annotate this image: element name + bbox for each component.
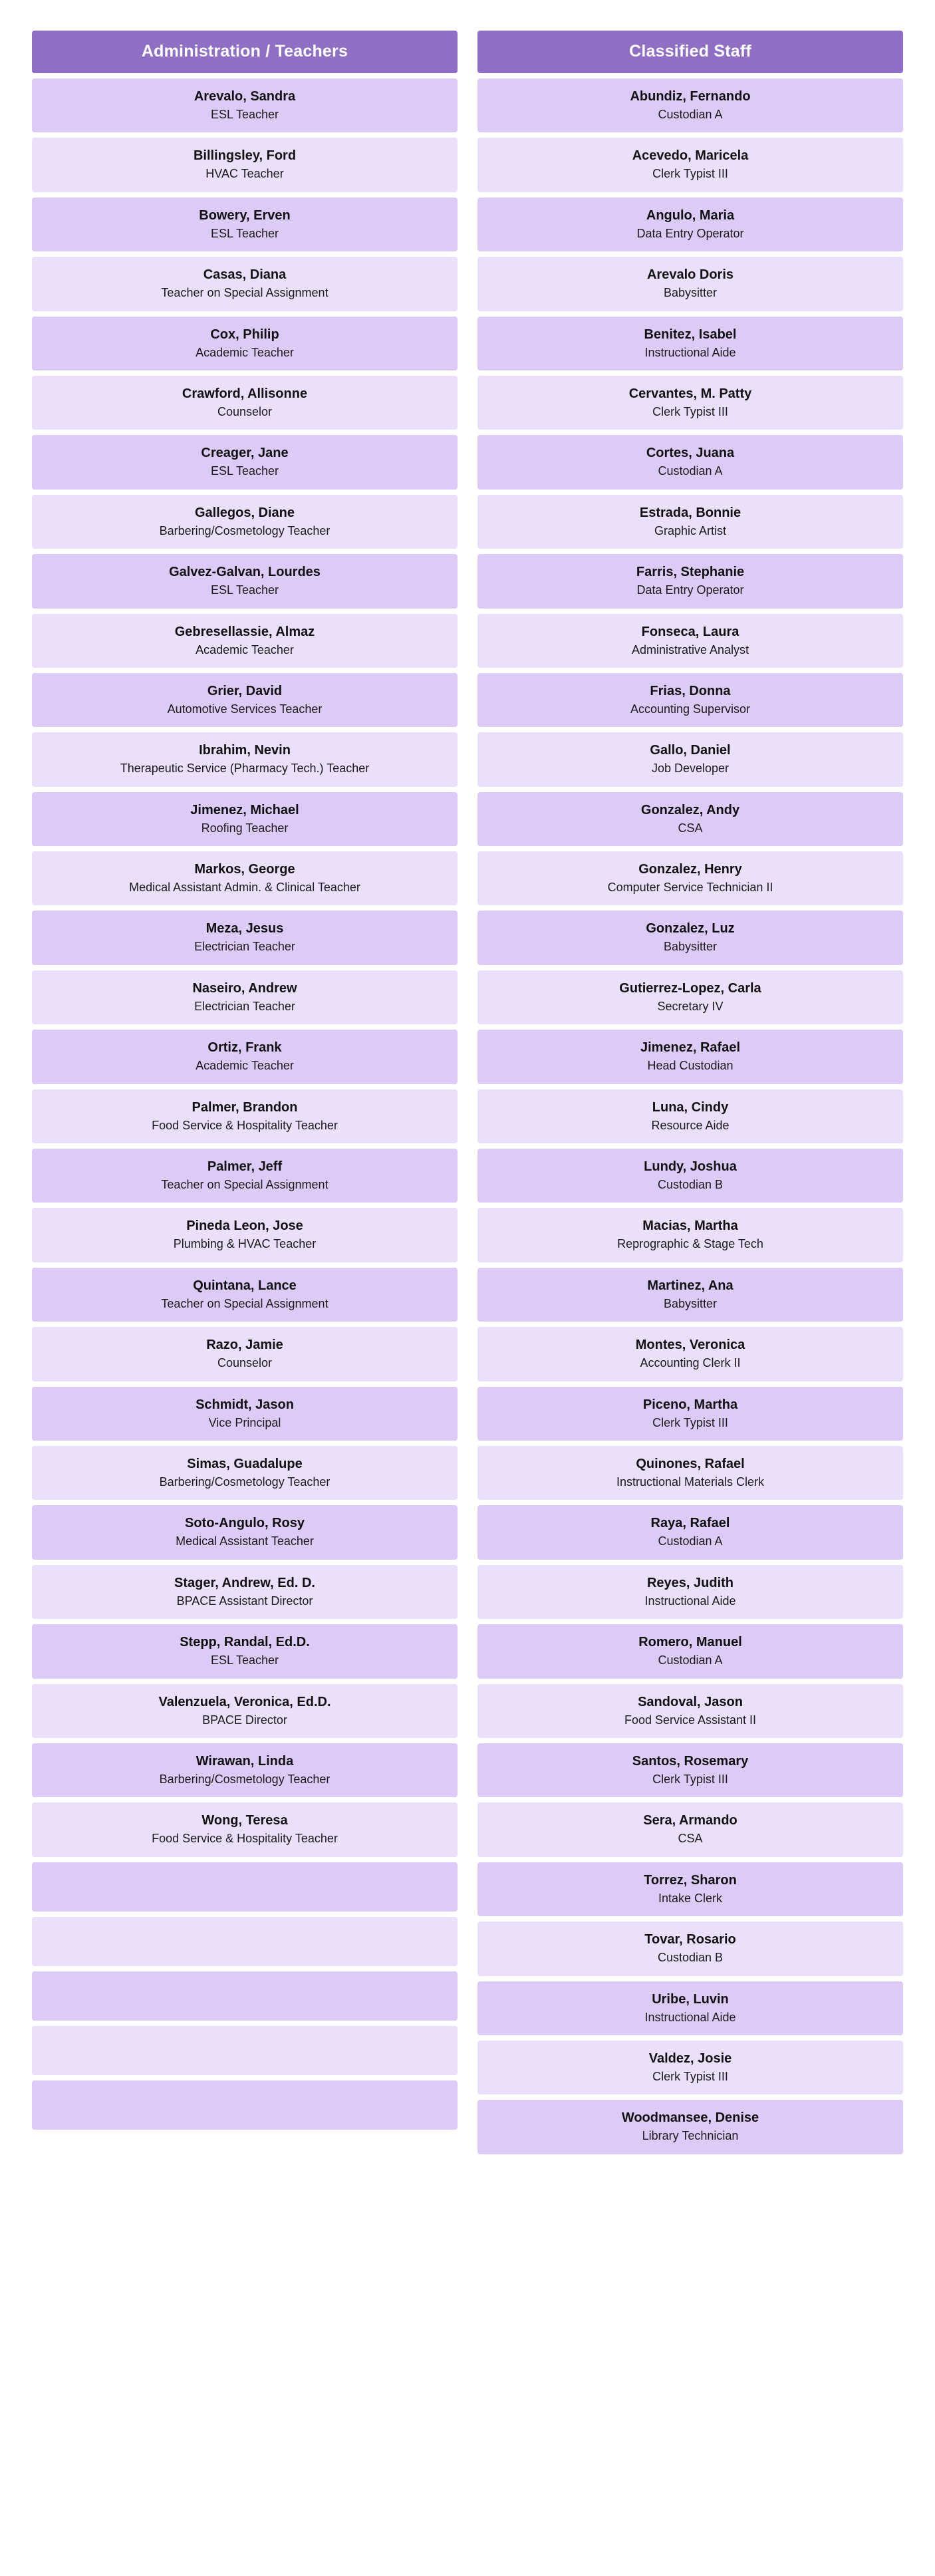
staff-title: Computer Service Technician II: [607, 881, 773, 895]
staff-title: Plumbing & HVAC Teacher: [173, 1237, 317, 1251]
staff-title: Secretary IV: [657, 999, 724, 1013]
staff-name: Wirawan, Linda: [196, 1753, 294, 1769]
staff-title: Food Service & Hospitality Teacher: [152, 1832, 338, 1846]
staff-row: [477, 1030, 903, 1083]
staff-title: Intake Clerk: [658, 1891, 723, 1905]
staff-name: Benitez, Isabel: [644, 327, 737, 342]
staff-title: ESL Teacher: [210, 464, 279, 478]
staff-title: Graphic Artist: [654, 523, 727, 537]
staff-row: [32, 614, 458, 668]
staff-row: [477, 1149, 903, 1203]
staff-row: [32, 1862, 458, 1912]
staff-row: [32, 1802, 458, 1856]
staff-name: Uribe, Luvin: [652, 1991, 729, 2007]
staff-title: Custodian A: [658, 464, 723, 478]
staff-name: Markos, George: [194, 862, 295, 877]
staff-row: [477, 495, 903, 549]
staff-row: [32, 1387, 458, 1441]
staff-name: Gonzalez, Andy: [640, 802, 740, 817]
staff-name: Sera, Armando: [643, 1813, 737, 1828]
staff-title: ESL Teacher: [210, 1653, 279, 1667]
staff-row: [477, 1446, 903, 1500]
staff-row: [32, 554, 458, 608]
staff-row: [477, 1981, 903, 2035]
staff-row: [32, 1327, 458, 1381]
staff-title: Administrative Analyst: [631, 643, 749, 656]
column-header-administration-teachers: Administration / Teachers: [32, 31, 458, 73]
staff-name: Quintana, Lance: [193, 1278, 297, 1293]
staff-name: Piceno, Martha: [642, 1397, 738, 1412]
staff-name: Romero, Manuel: [638, 1635, 742, 1650]
staff-row: [32, 1971, 458, 2021]
staff-name: Cox, Philip: [210, 327, 279, 342]
staff-name: Abundiz, Fernando: [630, 89, 751, 104]
staff-row: [477, 911, 903, 964]
staff-row: [32, 1505, 458, 1559]
staff-title: CSA: [678, 1832, 703, 1846]
staff-name: Gallo, Daniel: [650, 743, 731, 758]
staff-title: Custodian B: [657, 1951, 724, 1965]
staff-name: Schmidt, Jason: [196, 1397, 294, 1412]
staff-row: [32, 1268, 458, 1322]
staff-name: Valenzuela, Veronica, Ed.D.: [158, 1694, 331, 1709]
staff-row: [477, 1208, 903, 1262]
staff-title: Barbering/Cosmetology Teacher: [159, 1475, 331, 1489]
staff-title: Babysitter: [663, 1296, 718, 1310]
staff-name: Cervantes, M. Patty: [628, 386, 752, 401]
staff-name: Razo, Jamie: [206, 1338, 283, 1353]
staff-name: Reyes, Judith: [646, 1575, 734, 1590]
staff-row: [477, 376, 903, 430]
staff-name: Montes, Veronica: [635, 1338, 745, 1353]
staff-row: [32, 1684, 458, 1738]
staff-title: Food Service Assistant II: [624, 1713, 757, 1727]
staff-row: [32, 851, 458, 905]
staff-title: Head Custodian: [647, 1059, 734, 1073]
staff-name: Bowery, Erven: [199, 208, 291, 223]
staff-title: Babysitter: [663, 940, 718, 954]
staff-row: [477, 78, 903, 132]
staff-title: Teacher on Special Assignment: [161, 1178, 329, 1192]
staff-row: [32, 78, 458, 132]
staff-name: Macias, Martha: [642, 1218, 738, 1234]
staff-row: [32, 673, 458, 727]
staff-row: [477, 851, 903, 905]
staff-name: Fonseca, Laura: [641, 624, 739, 639]
staff-title: Academic Teacher: [196, 1059, 294, 1073]
staff-name: Arevalo, Sandra: [194, 89, 296, 104]
staff-name: Martinez, Ana: [647, 1278, 734, 1293]
staff-row: [477, 317, 903, 370]
staff-name: Gutierrez-Lopez, Carla: [619, 980, 761, 996]
staff-title: Custodian A: [658, 108, 723, 121]
staff-name: Gallegos, Diane: [194, 505, 295, 520]
staff-name: Ibrahim, Nevin: [199, 743, 291, 758]
staff-name: Quinones, Rafael: [636, 1456, 745, 1471]
staff-title: Custodian B: [657, 1178, 724, 1192]
staff-row: [477, 792, 903, 846]
staff-row: [32, 1743, 458, 1797]
staff-row: [477, 1387, 903, 1441]
staff-row: [477, 554, 903, 608]
staff-title: Clerk Typist III: [652, 2069, 728, 2083]
staff-row: [477, 1624, 903, 1678]
staff-row: [32, 1917, 458, 1966]
staff-title: Job Developer: [651, 762, 730, 776]
staff-title: Clerk Typist III: [652, 1415, 728, 1429]
staff-name: Cortes, Juana: [646, 446, 735, 461]
staff-row: [477, 2100, 903, 2154]
staff-title: Custodian A: [658, 1653, 723, 1667]
staff-row: [32, 1089, 458, 1143]
staff-name: Jimenez, Michael: [190, 802, 299, 817]
staff-name: Frias, Donna: [650, 683, 731, 698]
staff-name: Santos, Rosemary: [632, 1753, 749, 1769]
staff-title: Custodian A: [658, 1534, 723, 1548]
staff-title: HVAC Teacher: [205, 167, 284, 181]
staff-name: Stager, Andrew, Ed. D.: [174, 1575, 315, 1590]
staff-name: Casas, Diana: [203, 267, 287, 283]
staff-title: Academic Teacher: [196, 345, 294, 359]
staff-title: Counselor: [217, 1356, 273, 1370]
staff-name: Arevalo Doris: [646, 267, 734, 283]
staff-row: [32, 2026, 458, 2075]
staff-row: [477, 1743, 903, 1797]
staff-title: Data Entry Operator: [636, 583, 744, 597]
staff-row: [32, 792, 458, 846]
column-classified-staff: [477, 31, 903, 2154]
staff-title: Therapeutic Service (Pharmacy Tech.) Teacher: [120, 762, 370, 776]
staff-row: [32, 732, 458, 786]
staff-name: Sandoval, Jason: [638, 1694, 743, 1709]
staff-name: Angulo, Maria: [646, 208, 735, 223]
staff-name: Simas, Guadalupe: [187, 1456, 303, 1471]
staff-title: Electrician Teacher: [194, 999, 295, 1013]
staff-row: [477, 1505, 903, 1559]
staff-title: Clerk Typist III: [652, 1772, 728, 1786]
staff-row: [477, 732, 903, 786]
staff-name: Crawford, Allisonne: [182, 386, 308, 401]
staff-row: [477, 257, 903, 311]
staff-row: [477, 1089, 903, 1143]
staff-name: Galvez-Galvan, Lourdes: [169, 565, 321, 580]
staff-title: BPACE Assistant Director: [176, 1594, 313, 1608]
staff-row: [32, 257, 458, 311]
staff-title: Counselor: [217, 404, 273, 418]
staff-row: [477, 1268, 903, 1322]
staff-row: [477, 435, 903, 489]
staff-title: Teacher on Special Assignment: [161, 1296, 329, 1310]
staff-title: Barbering/Cosmetology Teacher: [159, 1772, 331, 1786]
staff-row: [477, 198, 903, 251]
staff-title: Barbering/Cosmetology Teacher: [159, 523, 331, 537]
staff-name: Gebresellassie, Almaz: [174, 624, 315, 639]
staff-title: Automotive Services Teacher: [167, 702, 323, 716]
staff-title: ESL Teacher: [210, 108, 279, 121]
staff-title: Medical Assistant Admin. & Clinical Teacher: [129, 881, 360, 895]
staff-row: [477, 673, 903, 727]
staff-row: [32, 1446, 458, 1500]
staff-name: Meza, Jesus: [205, 921, 284, 936]
staff-row: [32, 435, 458, 489]
staff-title: ESL Teacher: [210, 226, 279, 240]
staff-name: Luna, Cindy: [652, 1099, 729, 1115]
staff-row: [32, 138, 458, 192]
staff-name: Billingsley, Ford: [193, 148, 297, 164]
staff-row: [32, 1565, 458, 1619]
staff-row: [32, 1208, 458, 1262]
staff-name: Valdez, Josie: [648, 2051, 732, 2066]
staff-title: Data Entry Operator: [636, 226, 744, 240]
staff-row: [477, 1802, 903, 1856]
staff-row: [477, 1862, 903, 1916]
staff-row: [477, 1565, 903, 1619]
staff-name: Palmer, Jeff: [207, 1159, 283, 1175]
staff-name: Raya, Rafael: [650, 1516, 730, 1531]
staff-row: [477, 1922, 903, 1975]
staff-title: Instructional Aide: [644, 1594, 736, 1608]
staff-title: Babysitter: [663, 286, 718, 300]
staff-row: [32, 1149, 458, 1203]
staff-name: Estrada, Bonnie: [639, 505, 741, 520]
column-header-classified-staff: Classified Staff: [477, 31, 903, 73]
staff-row: [477, 138, 903, 192]
staff-title: CSA: [678, 821, 703, 835]
staff-row: [32, 1030, 458, 1083]
staff-name: Gonzalez, Luz: [646, 921, 735, 936]
column-rows-administration-teachers: [32, 78, 458, 2130]
staff-name: Creager, Jane: [201, 446, 289, 461]
staff-title: Clerk Typist III: [652, 404, 728, 418]
staff-title: Reprographic & Stage Tech: [617, 1237, 763, 1251]
staff-title: Clerk Typist III: [652, 167, 728, 181]
staff-name: Farris, Stephanie: [636, 565, 745, 580]
staff-title: Accounting Clerk II: [640, 1356, 741, 1370]
staff-name: Woodmansee, Denise: [621, 2110, 759, 2126]
staff-title: Food Service & Hospitality Teacher: [152, 1118, 338, 1132]
staff-title: Academic Teacher: [196, 643, 294, 656]
staff-name: Naseiro, Andrew: [192, 980, 297, 996]
staff-row: [477, 614, 903, 668]
staff-row: [32, 495, 458, 549]
staff-row: [477, 1327, 903, 1381]
staff-row: [32, 911, 458, 964]
staff-name: Gonzalez, Henry: [638, 862, 742, 877]
staff-title: Medical Assistant Teacher: [176, 1534, 314, 1548]
staff-name: Lundy, Joshua: [644, 1159, 737, 1175]
staff-title: Instructional Materials Clerk: [616, 1475, 765, 1489]
staff-name: Jimenez, Rafael: [640, 1040, 741, 1056]
staff-row: [32, 970, 458, 1024]
staff-title: Instructional Aide: [644, 2010, 736, 2024]
staff-title: Vice Principal: [208, 1415, 281, 1429]
staff-name: Palmer, Brandon: [192, 1099, 298, 1115]
staff-row: [32, 376, 458, 430]
staff-name: Stepp, Randal, Ed.D.: [180, 1635, 310, 1650]
staff-name: Ortiz, Frank: [207, 1040, 282, 1056]
staff-row: [32, 317, 458, 370]
staff-row: [32, 198, 458, 251]
staff-name: Acevedo, Maricela: [632, 148, 749, 164]
staff-row: [477, 970, 903, 1024]
column-administration-teachers: [32, 31, 458, 2154]
staff-title: Resource Aide: [651, 1118, 730, 1132]
staff-row: [32, 1624, 458, 1678]
staff-title: Electrician Teacher: [194, 940, 295, 954]
staff-title: Instructional Aide: [644, 345, 736, 359]
staff-title: Library Technician: [642, 2129, 739, 2143]
staff-name: Torrez, Sharon: [644, 1872, 737, 1888]
staff-name: Soto-Angulo, Rosy: [185, 1516, 305, 1531]
staff-title: Accounting Supervisor: [630, 702, 751, 716]
staff-row: [477, 2041, 903, 2094]
staff-name: Pineda Leon, Jose: [186, 1218, 303, 1234]
staff-title: Teacher on Special Assignment: [161, 286, 329, 300]
staff-name: Wong, Teresa: [201, 1813, 288, 1828]
staff-row: [32, 2080, 458, 2130]
staff-row: [477, 1684, 903, 1738]
staff-name: Grier, David: [207, 683, 283, 698]
staff-title: Roofing Teacher: [201, 821, 289, 835]
staff-name: Tovar, Rosario: [644, 1932, 736, 1947]
column-rows-classified-staff: [477, 78, 903, 2154]
staff-title: BPACE Director: [202, 1713, 287, 1727]
staff-title: ESL Teacher: [210, 583, 279, 597]
